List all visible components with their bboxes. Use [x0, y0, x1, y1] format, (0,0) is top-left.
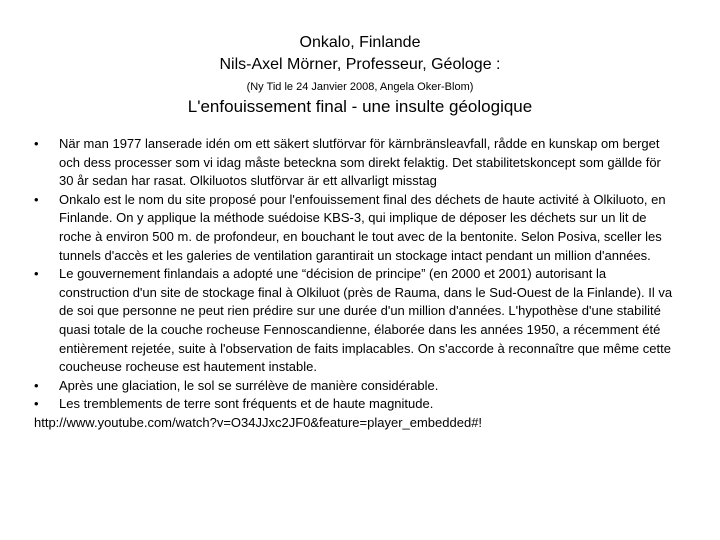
title-location: Onkalo, Finlande	[299, 34, 421, 51]
bullet-item-2	[34, 191, 674, 265]
bullet-text: Onkalo est le nom du site proposé pour l'enfouissement final des déchets de haute activité à Olkiluoto, en Finlande. On y applique la méthode suédoise KBS-3, qui implique de déposer les déchets sur un lit de roche à environ 500 m. de profondeur, en bouchant le tout avec de la bentonite. Selon Posiva, sceller les tunnels d'accès et les galeries de ventilation garantirait un stockage intact pendant un million d'années.	[59, 191, 666, 263]
bullet-icon: •	[34, 396, 39, 412]
headline: L'enfouissement final - une insulte géologique	[187, 97, 533, 116]
slide-body	[34, 135, 674, 433]
title-author: Nils-Axel Mörner, Professeur, Géologe :	[219, 56, 501, 73]
bullet-icon: •	[34, 266, 39, 282]
bullet-item-3	[34, 265, 674, 377]
bullet-text: Le gouvernement finlandais a adopté une “décision de principe” (en 2000 et 2001) autorisant la construction d'un site de stockage final à Olkiluot (près de Rauma, dans le Sud-Ouest de la Finlande). Il va de soi que personne ne peut rien prédire sur une durée d'un million d'années. L'hypothèse d'une stabilité quasi totale de la couche rocheuse Fennoscandienne, élaborée dans les années 1950, a récemment été entièrement rejetée, suite à l'observation de faits implacables. On s'accorde à reconnaître que même cette coucheuse rocheuse est hautement instable.	[59, 266, 673, 375]
bullet-list	[34, 135, 674, 414]
bullet-text: När man 1977 lanserade idén om ett säkert slutförvar för kärnbränsleavfall, rådde en kunskap om berget och dess processer som vi idag måste beteckna som direkt felaktig. Det stabilitetskoncept som gällde för 30 år sedan har rasat. Olkiluotos slutförvar är ett allvarligt misstag	[59, 136, 661, 189]
bullet-item-4	[34, 377, 674, 396]
bullet-icon: •	[34, 377, 39, 393]
bullet-icon: •	[34, 191, 39, 207]
source-citation: (Ny Tid le 24 Janvier 2008, Angela Oker-Blom)	[246, 81, 474, 93]
source-url: http://www.youtube.com/watch?v=O34JJxc2JF0&feature=player_embedded#!	[34, 414, 483, 430]
bullet-icon: •	[34, 136, 39, 151]
bullet-text: Les tremblements de terre sont fréquents et de haute magnitude.	[59, 396, 434, 412]
bullet-item-5	[34, 395, 674, 414]
bullet-text: Après une glaciation, le sol se surrélève de manière considérable.	[59, 377, 439, 393]
slide-header	[0, 32, 720, 118]
bullet-item-1	[34, 135, 674, 191]
